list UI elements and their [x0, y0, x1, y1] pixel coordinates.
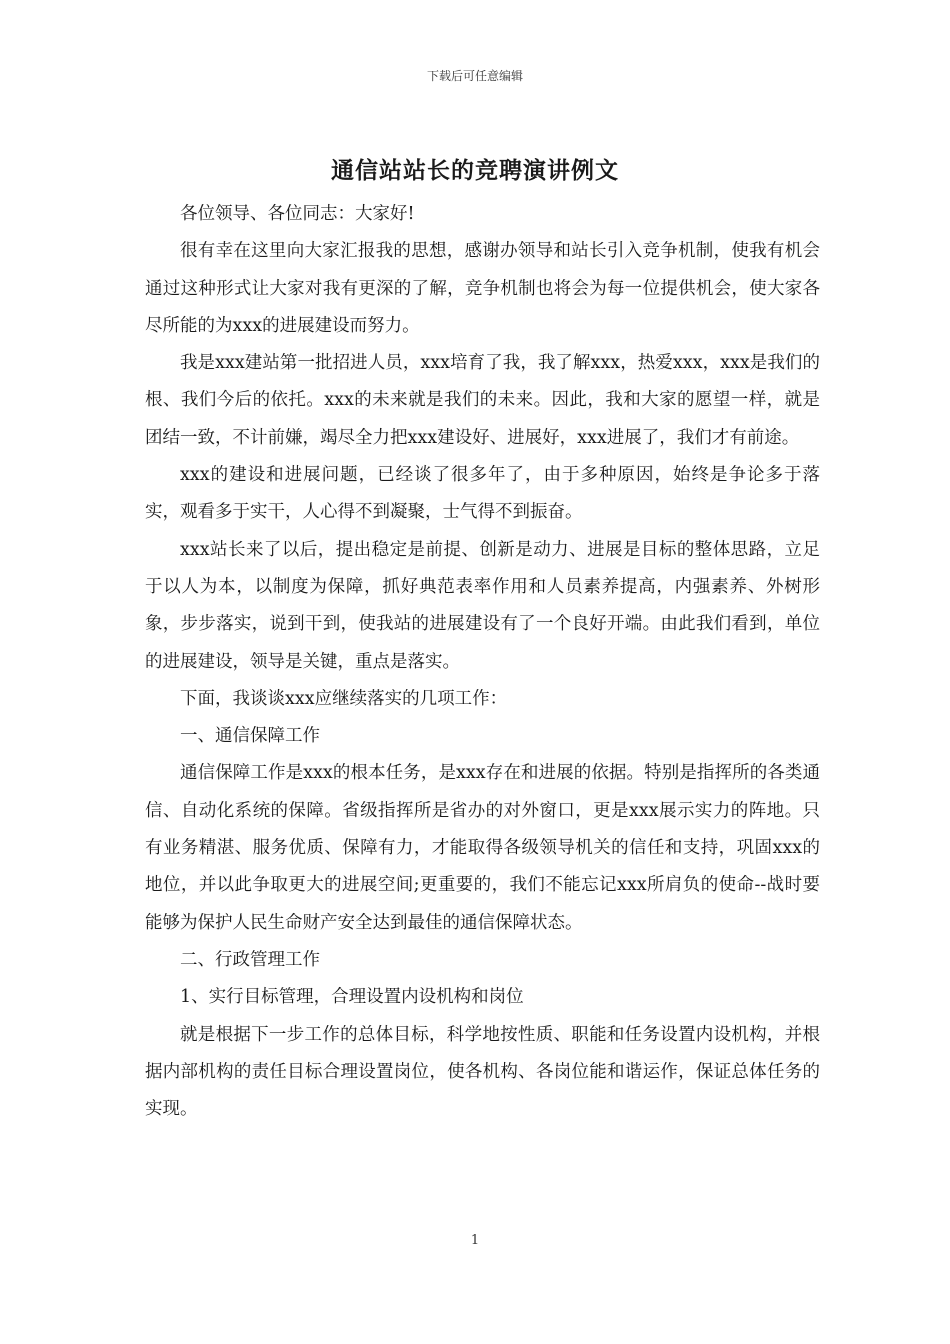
paragraph: 很有幸在这里向大家汇报我的思想，感谢办领导和站长引入竞争机制，使我有机会通过这种形式让大家对我有更深的了解，竞争机制也将会为每一位提供机会，使大家各尽所能的为xxx的进展建设而努力。 — [145, 241, 820, 336]
document-body — [145, 196, 820, 1128]
section-heading: 一、通信保障工作 — [180, 726, 320, 747]
paragraph: 通信保障工作是xxx的根本任务，是xxx存在和进展的依据。特别是指挥所的各类通信、自动化系统的保障。省级指挥所是省办的对外窗口，更是xxx展示实力的阵地。只有业务精湛、服务优质、保障有力，才能取得各级领导机关的信任和支持，巩固xxx的地位，并以此争取更大的进展空间;更重要的，我们不能忘记xxx所肩负的使命--战时要能够为保护人民生命财产安全达到最佳的通信保障状态。 — [145, 763, 820, 933]
subsection-heading: 1、实行目标管理，合理设置内设机构和岗位 — [180, 987, 524, 1008]
header-note: 下载后可任意编辑 — [426, 69, 523, 83]
paragraph: 就是根据下一步工作的总体目标，科学地按性质、职能和任务设置内设机构，并根据内部机构的责任目标合理设置岗位，使各机构、各岗位能和谐运作，保证总体任务的实现。 — [145, 1024, 820, 1120]
document-title: 通信站站长的竞聘演讲例文 — [331, 157, 619, 184]
paragraph: xxx站长来了以后，提出稳定是前提、创新是动力、进展是目标的整体思路，立足于以人为本，以制度为保障，抓好典范表率作用和人员素养提高，内强素养、外树形象，步步落实，说到干到，使我站的进展建设有了一个良好开端。由此我们看到，单位的进展建设，领导是关键，重点是落实。 — [145, 539, 820, 672]
section-heading: 二、行政管理工作 — [180, 949, 320, 970]
paragraph: 我是xxx建站第一批招进人员，xxx培育了我，我了解xxx，热爱xxx，xxx是我们的根、我们今后的依托。xxx的未来就是我们的未来。因此，我和大家的愿望一样，就是团结一致，不计前嫌，竭尽全力把xxx建设好、进展好，xxx进展了，我们才有前途。 — [145, 353, 820, 448]
page-number: 1 — [470, 1233, 480, 1248]
paragraph-greeting: 各位领导、各位同志：大家好! — [180, 204, 415, 224]
paragraph: xxx的建设和进展问题，已经谈了很多年了，由于多种原因，始终是争论多于落实，观看多于实干，人心得不到凝聚，士气得不到振奋。 — [145, 465, 820, 523]
paragraph: 下面，我谈谈xxx应继续落实的几项工作： — [180, 688, 508, 709]
